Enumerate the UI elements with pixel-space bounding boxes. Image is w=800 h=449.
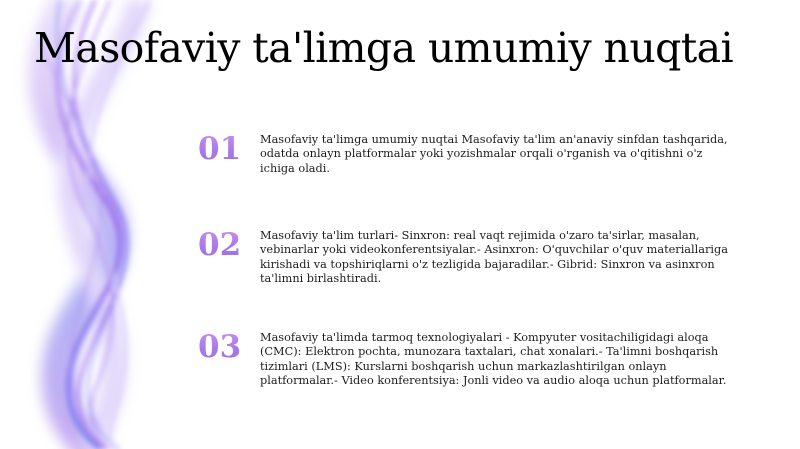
item-number: 01 — [198, 132, 258, 166]
item-text: Masofaviy ta'lim turlari- Sinxron: real vaqt rejimida o'zaro ta'sirlar, masalan, vebinarlar yoki videokonferentsiyalar.- Asinxron: O'quvchilar o'quv materiallariga kirishadi va topshiriqlarni o'z tezligida bajaradilar.- Gibrid: Sinxron va asinxron ta'limni birlashtiradi. — [260, 229, 728, 286]
slide-title: Masofaviy ta'limga umumiy nuqtai — [34, 24, 734, 72]
item-text: Masofaviy ta'limda tarmoq texnologiyalari - Kompyuter vositachiligidagi aloqa (CMC): Elektron pochta, munozara taxtalari, chat xonalari.- Ta'limni boshqarish tizimlari (LMS): Kurslarni boshqarish uchun markazlashtirilgan onlayn platformalar.- Video konferentsiya: Jonli video va audio aloqa uchun platformalar. — [260, 331, 727, 388]
item-number: 02 — [198, 228, 258, 262]
item-text: Masofaviy ta'limga umumiy nuqtai Masofaviy ta'lim an'anaviy sinfdan tashqarida, odatda onlayn platformalar yoki yozishmalar orqali o'rganish va o'qitishni o'z ichiga oladi. — [260, 133, 728, 175]
item-number: 03 — [198, 330, 258, 364]
